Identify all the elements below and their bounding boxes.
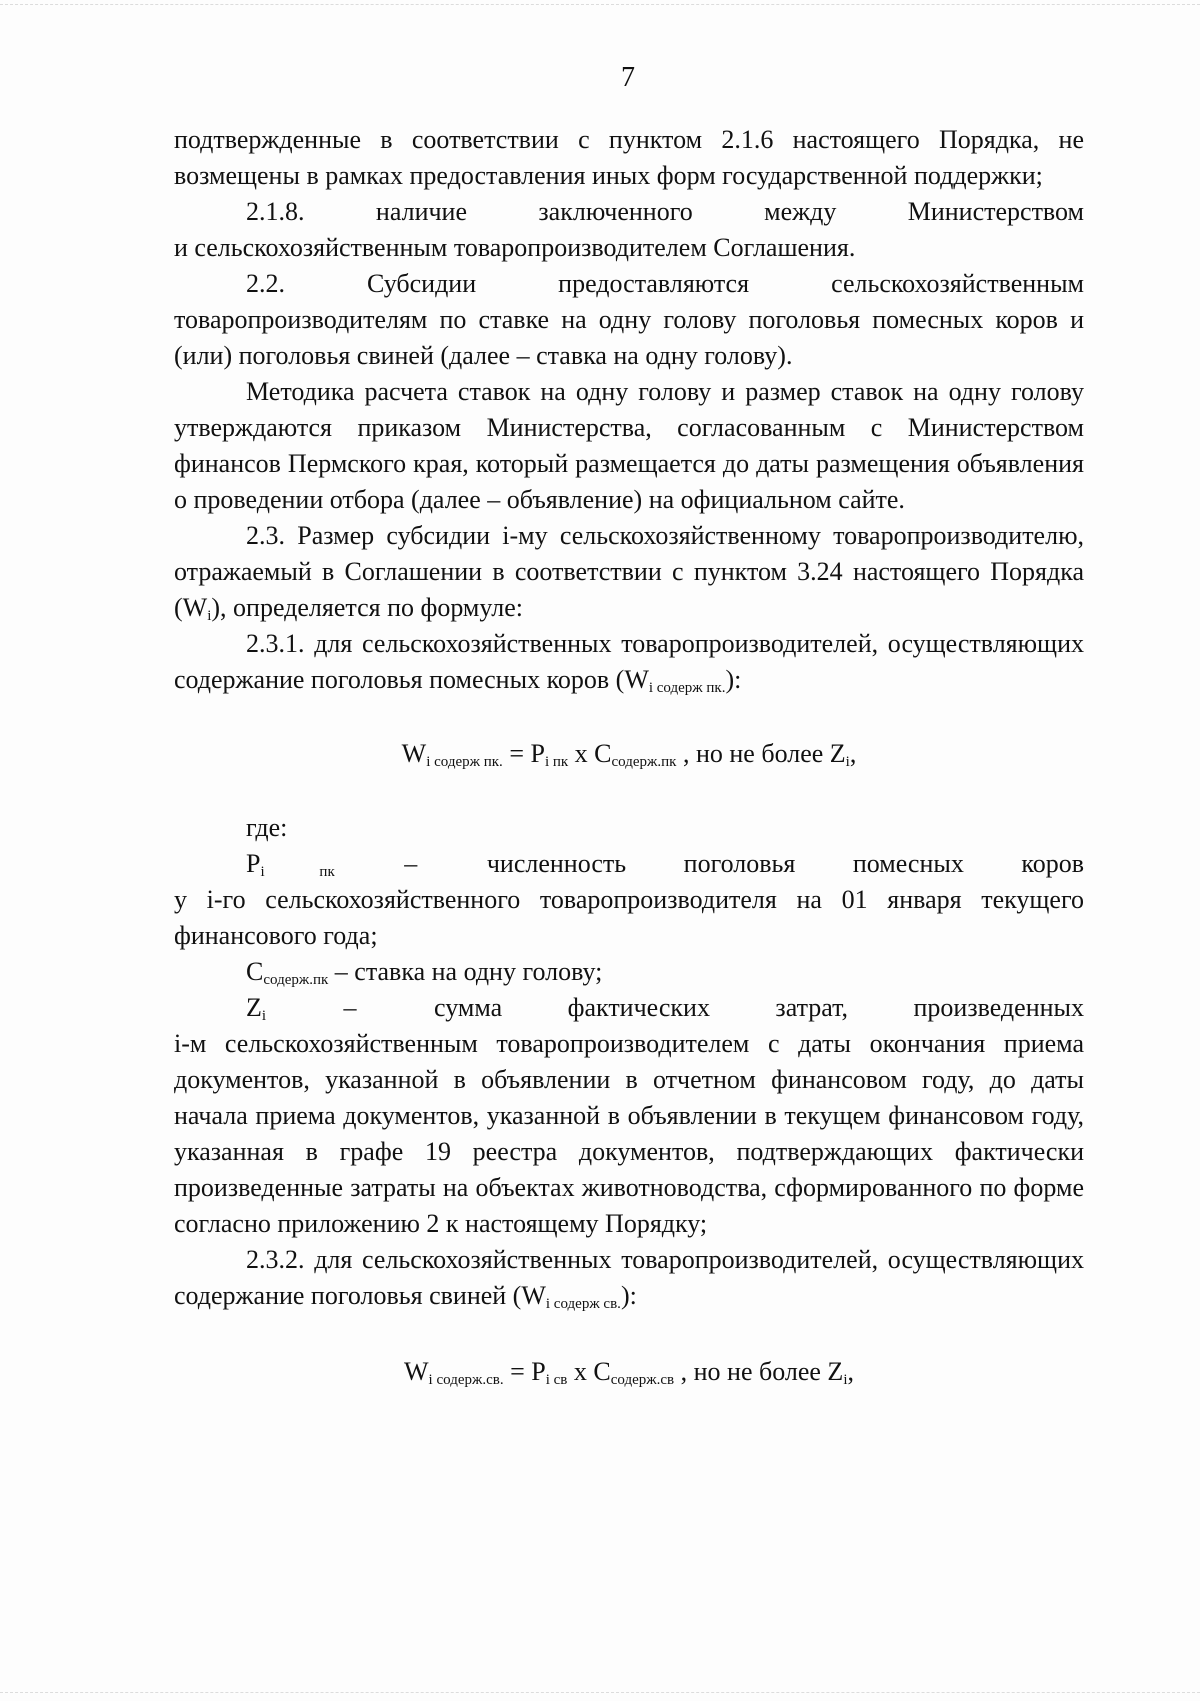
subscript: i — [207, 608, 212, 624]
definition-symbol: C — [246, 957, 264, 986]
formula-part: , — [847, 1357, 854, 1386]
paragraph-methodology: Методика расчета ставок на одну голову и размер ставок на одну голову утверждаются приказом Министерства, согласованным с Министерством финансов Пермского края, который размещается до даты размещения объявления о проведении отбора (далее – объявление) на официальном сайте. — [174, 377, 1084, 514]
definition-p-rest: у i-го сельскохозяйственного товаропроизводителя на 01 января текущего финансового года; — [174, 885, 1084, 950]
subscript: содерж.св — [610, 1372, 675, 1388]
subscript: i — [845, 754, 850, 770]
formula-pigs — [174, 1354, 1084, 1390]
paragraph-2-3-2-text: 2.3.2. для сельскохозяйственных товаропроизводителей, осуществляющих содержание поголовья свиней (W — [174, 1245, 1084, 1310]
paragraph-2-3-tail: ), определяется по формуле: — [211, 593, 523, 622]
scan-edge-bottom — [0, 1692, 1200, 1694]
paragraph-2-3-text: 2.3. Размер субсидии i-му сельскохозяйственному товаропроизводителю, отражаемый в Соглашении в соответствии с пунктом 3.24 настоящего Порядка (W — [174, 521, 1084, 622]
subscript: i содерж св. — [545, 1296, 621, 1312]
formula-part: x C — [568, 739, 612, 768]
definition-c — [174, 954, 1084, 990]
paragraph-continuation: подтвержденные в соответствии с пунктом 2.1.6 настоящего Порядка, не возмещены в рамках предоставления иных форм государственной поддержки; — [174, 125, 1084, 190]
definition-text: – ставка на одну голову; — [328, 957, 603, 986]
where-label: где: — [246, 813, 288, 842]
paragraph-2-1-8-line1: 2.1.8. наличие заключенного между Министерством — [246, 197, 1084, 226]
formula-cows — [174, 736, 1084, 772]
subscript: i пк — [260, 864, 335, 880]
subscript: содерж.пк — [263, 972, 329, 988]
formula-part: , — [849, 739, 857, 768]
formula-part: = P — [502, 739, 545, 768]
paragraph-2-3 — [174, 518, 1084, 626]
formula-part: , но не более Z — [676, 739, 846, 768]
definition-dash: – — [404, 849, 418, 878]
subscript: i св — [545, 1372, 568, 1388]
paragraph-2-3-1-tail: ): — [725, 665, 742, 694]
formula-part: = P — [503, 1357, 546, 1386]
definition-z-rest: i-м сельскохозяйственным товаропроизводителем с даты окончания приема документов, указанной в объявлении в отчетном финансовом году, до даты начала приема документов, указанной в объявлении в текущем финансовом году, указанная в графе 19 реестра документов, подтверждающих фактически произведенные затраты на объектах животноводства, сформированного по форме согласно приложению 2 к настоящему Порядку; — [174, 1029, 1084, 1238]
definition-dash: – — [343, 993, 357, 1022]
definition-z-line1 — [174, 990, 1084, 1026]
subscript: i содерж пк. — [648, 680, 726, 696]
document-body — [174, 122, 1084, 1390]
formula-symbol: W — [401, 739, 427, 768]
definition-symbol: P — [246, 849, 261, 878]
paragraph-2-3-2 — [174, 1242, 1084, 1314]
page-number: 7 — [621, 62, 635, 93]
subscript: i — [843, 1372, 848, 1388]
paragraph-2-2: 2.2. Субсидии предоставляются сельскохозяйственным товаропроизводителям по ставке на одну голову поголовья помесных коров и (или) поголовья свиней (далее – ставка на одну голову). — [174, 269, 1084, 370]
subscript: i содерж.св. — [428, 1372, 504, 1388]
paragraph-2-3-2-tail: ): — [620, 1281, 637, 1310]
paragraph-2-3-1 — [174, 626, 1084, 698]
subscript: i содерж пк. — [426, 754, 503, 770]
paragraph-2-3-1-text: 2.3.1. для сельскохозяйственных товаропроизводителей, осуществляющих содержание поголовья помесных коров (W — [174, 629, 1084, 694]
definition-symbol: Z — [246, 993, 262, 1022]
subscript: содерж.пк — [611, 754, 677, 770]
formula-symbol: W — [404, 1357, 429, 1386]
formula-part: , но не более Z — [674, 1357, 844, 1386]
subscript: i пк — [544, 754, 569, 770]
paragraph-2-1-8-line2: и сельскохозяйственным товаропроизводителем Соглашения. — [174, 233, 856, 262]
definition-p-line1 — [174, 846, 1084, 882]
scan-edge-top — [0, 4, 1200, 6]
subscript: i — [261, 1008, 267, 1024]
formula-part: x C — [567, 1357, 611, 1386]
definition-text: численность поголовья помесных коров — [486, 849, 1084, 878]
definition-text: сумма фактических затрат, произведенных — [434, 993, 1084, 1022]
